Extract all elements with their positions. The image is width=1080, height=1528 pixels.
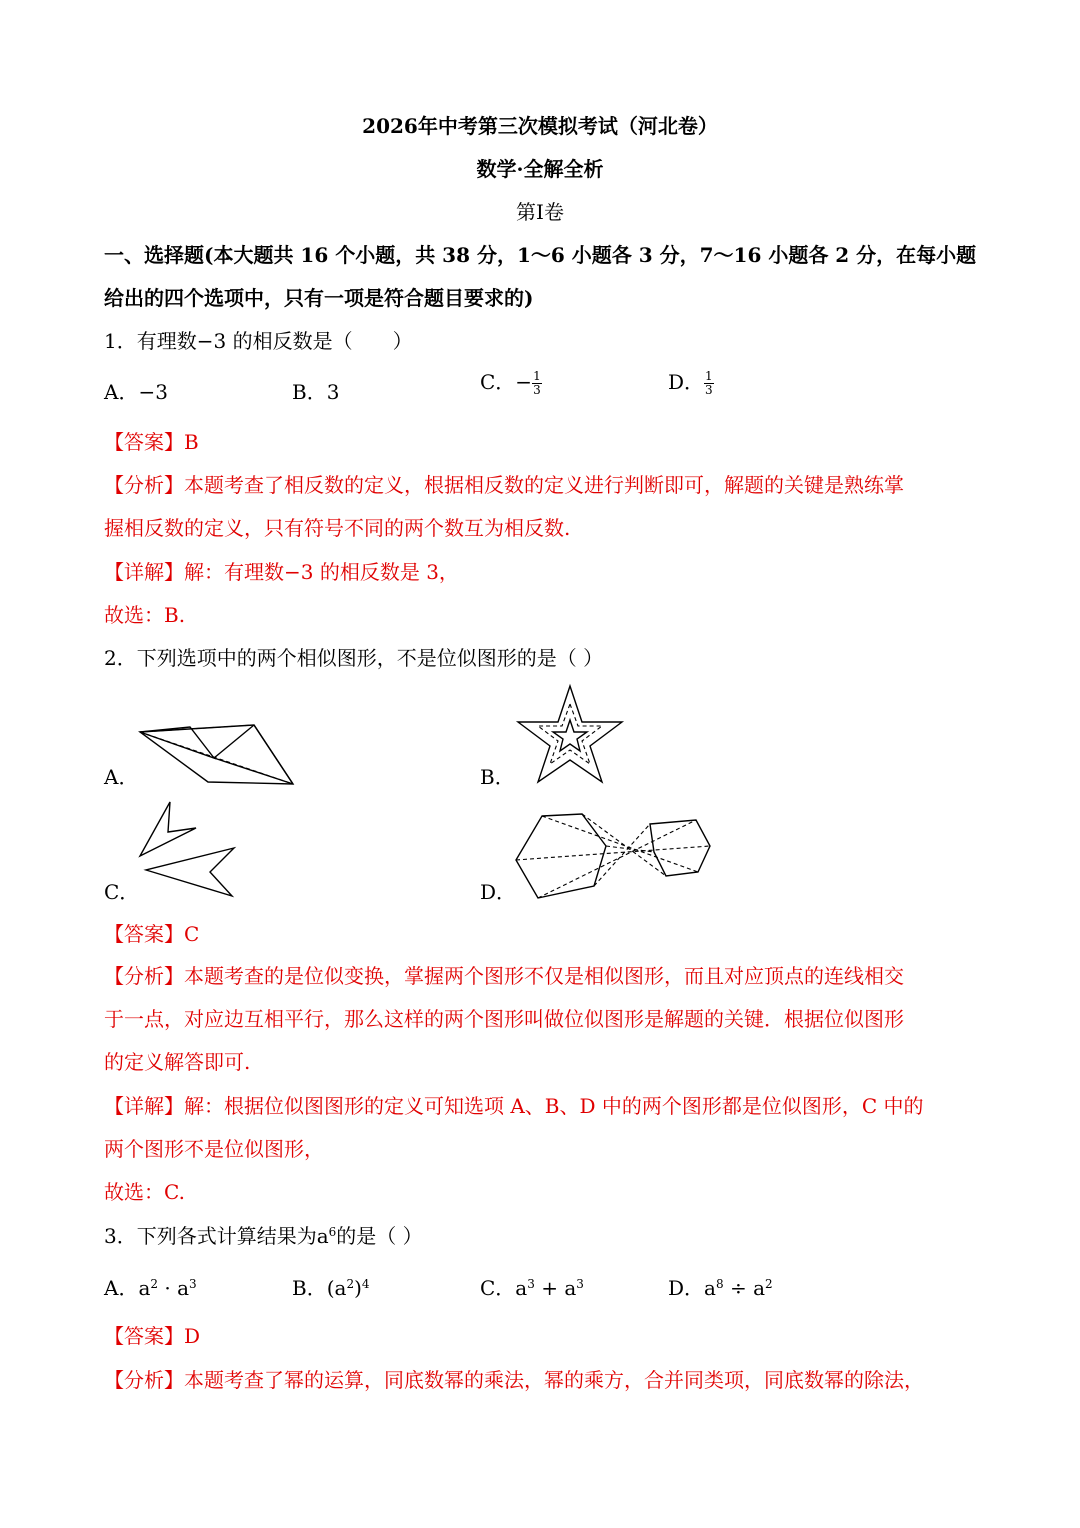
section-instructions-line2: 给出的四个选项中，只有一项是符合题目要求的) [104,286,534,310]
q3-stem-suffix: 的是（ ） [336,1224,423,1248]
q2-label-d: D． [480,880,517,904]
q3-option-a-exp2: 3 [189,1277,197,1291]
exam-subtitle: 数学·全解全析 [476,157,604,181]
q1-option-d-prefix: D． [668,370,705,394]
q3-option-d-part1: D．a [668,1276,716,1300]
q2-label-b: B． [480,765,515,789]
fraction-numerator: 1 [533,369,541,383]
q3-analysis-line1: 【分析】本题考查了幂的运算，同底数幂的乘法，幂的乘方，合并同类项，同底数幂的除法， [104,1368,924,1392]
q1-option-c-prefix: C．− [480,370,533,394]
q3-option-b-part1: B．(a [292,1276,347,1300]
figure-d-ray [538,820,696,898]
q2-figure-b [514,684,626,786]
q1-option-d-fraction [704,370,714,397]
q3-option-a [104,1276,197,1300]
q2-analysis-line3: 的定义解答即可. [104,1050,251,1074]
q3-option-c-part1: C．a [480,1276,528,1300]
q3-option-d-exp2: 2 [765,1277,773,1291]
q2-stem: 2．下列选项中的两个相似图形，不是位似图形的是（ ） [104,646,604,670]
q2-figure-c [138,800,238,900]
figure-a-large-triangle [254,725,293,784]
q3-option-c-exp2: 3 [576,1277,584,1291]
q2-detail-line2: 两个图形不是位似图形， [104,1137,324,1161]
q2-label-c: C． [104,880,140,904]
fraction-denominator: 3 [533,383,541,397]
q2-answer: 【答案】C [104,922,200,946]
q3-option-a-exp1: 2 [150,1277,159,1291]
figure-d-ray [542,816,698,872]
q1-analysis-line2: 握相反数的定义，只有符号不同的两个数互为相反数. [104,516,571,540]
volume-label: 第Ⅰ卷 [516,200,564,224]
q3-answer: 【答案】D [104,1324,201,1348]
fraction-numerator: 1 [705,369,713,383]
q2-detail-line1: 【详解】解：根据位似图图形的定义可知选项 A、B、D 中的两个图形都是位似图形，C 中的 [104,1094,924,1118]
q1-analysis-line1: 【分析】本题考查了相反数的定义，根据相反数的定义进行判断即可，解题的关键是熟练掌 [104,473,904,497]
q3-option-c-part2: + a [534,1276,577,1300]
q3-option-b-part2: ) [354,1276,362,1300]
figure-d-ray [516,846,710,860]
q3-option-b [292,1276,370,1300]
q3-option-c-exp1: 3 [527,1277,535,1291]
figure-d-left-hexagon [516,814,606,898]
q1-answer: 【答案】B [104,430,199,454]
fraction-denominator: 3 [705,383,713,397]
q3-option-b-exp1: 2 [346,1277,355,1291]
q1-detail: 【详解】解：有理数−3 的相反数是 3， [104,560,459,584]
q1-option-b: B．3 [292,380,340,404]
q3-option-d [668,1276,773,1300]
q3-stem [104,1224,423,1248]
q1-option-c [480,370,542,397]
figure-b-outer-star [518,686,622,782]
q2-choice: 故选：C. [104,1180,185,1204]
q3-option-d-part2: ÷ a [723,1276,766,1300]
figure-c-large-arrow [146,848,234,896]
figure-d-ray [594,824,650,886]
section-instructions-line1: 一、选择题(本大题共 16 个小题，共 38 分，1～6 小题各 3 分，7～16 小题各 2 分，在每小题 [104,243,977,267]
q3-option-b-exp2: 4 [361,1277,370,1291]
q1-option-d [668,370,714,397]
q3-option-c [480,1276,584,1300]
q2-analysis-line2: 于一点，对应边互相平行，那么这样的两个图形叫做位似图形是解题的关键．根据位似图形 [104,1007,904,1031]
q1-option-a: A．−3 [104,380,168,404]
q2-figure-a [138,722,298,788]
q1-stem: 1．有理数−3 的相反数是（ ） [104,329,413,353]
figure-b-inner-star [553,720,587,751]
q1-choice: 故选：B. [104,603,186,627]
figure-d-ray [606,846,654,852]
q1-option-c-fraction [532,370,542,397]
q3-option-d-exp1: 8 [715,1277,724,1291]
q3-stem-prefix: 3．下列各式计算结果为a [104,1224,329,1248]
figure-a-large-outline [140,725,293,784]
exam-title: 2026年中考第三次模拟考试（河北卷） [362,114,718,138]
figure-c-small-arrow [140,802,196,856]
q2-label-a: A． [104,765,139,789]
q3-stem-exponent: 6 [328,1225,337,1239]
figure-a-large-triangle-side [214,725,254,758]
q3-option-a-part1: A．a [104,1276,151,1300]
q3-option-a-part2: · a [158,1276,190,1300]
q2-analysis-line1: 【分析】本题考查的是位似变换，掌握两个图形不仅是相似图形，而且对应顶点的连线相交 [104,964,904,988]
q2-figure-d [514,812,716,902]
